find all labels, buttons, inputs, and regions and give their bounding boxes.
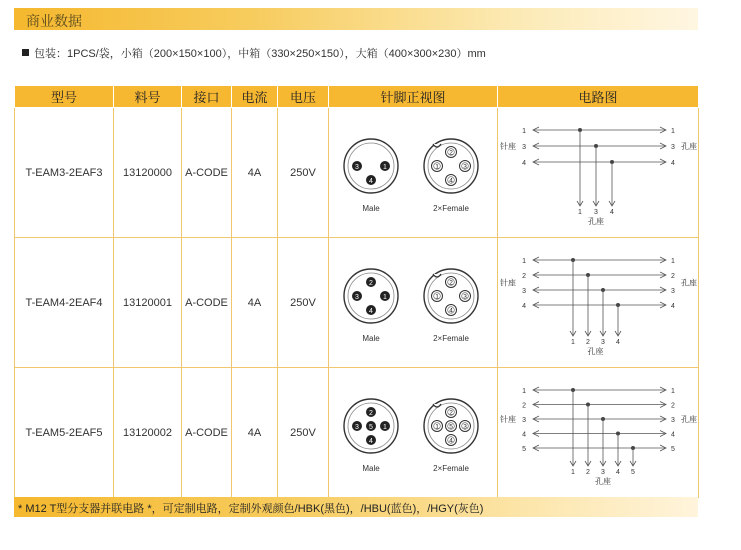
female-label: 2×Female: [433, 464, 469, 473]
male-pin-label: 3: [355, 164, 359, 171]
female-pin-label: 4: [449, 437, 453, 445]
female-pin-label: 3: [463, 293, 467, 301]
right-pin-label: 5: [671, 446, 675, 453]
female-label: 2×Female: [433, 204, 469, 213]
header-pin-view: 针脚正视图: [329, 86, 498, 108]
right-pin-label: 1: [671, 128, 675, 135]
female-pin-label: 4: [449, 177, 453, 185]
right-pin-label: 4: [671, 160, 675, 167]
left-pin-label: 5: [522, 446, 526, 453]
female-pin-label: 1: [435, 163, 439, 171]
male-pin-label: 5: [369, 424, 373, 431]
female-pin-label: 5: [449, 423, 453, 431]
right-pin-label: 2: [671, 402, 675, 410]
left-pin-label: 4: [522, 303, 526, 310]
spec-table: [14, 85, 699, 498]
female-key-notch: [433, 404, 441, 407]
male-label: Male: [362, 464, 380, 473]
right-pin-label: 3: [671, 417, 675, 424]
socket-side-label: 孔座: [681, 278, 697, 288]
header-interface: 接口: [182, 86, 232, 108]
male-pin-label: 3: [355, 424, 359, 431]
female-pin-label: 2: [449, 279, 453, 287]
bottom-pin-label: 3: [601, 469, 605, 476]
cell-pin-view: [329, 238, 498, 368]
packaging-text: 包装：1PCS/袋，小箱（200×150×100），中箱（330×250×150），大箱（400×300×230）mm: [34, 48, 486, 60]
right-pin-label: 3: [671, 288, 675, 295]
female-label: 2×Female: [433, 334, 469, 343]
table-row: [15, 368, 699, 498]
cell-circuit: [498, 368, 699, 498]
right-pin-label: 1: [671, 258, 675, 265]
header-model: 型号: [15, 86, 114, 108]
footer-note-bar: [14, 497, 698, 517]
male-pin-label: 1: [383, 294, 387, 301]
male-pin-label: 4: [369, 308, 373, 315]
bottom-pin-label: 5: [631, 469, 635, 476]
cell-model: T-EAM4-2EAF4: [15, 238, 114, 368]
cell-circuit: [498, 108, 699, 238]
female-pin-label: 2: [449, 149, 453, 157]
right-pin-label: 4: [671, 303, 675, 310]
left-pin-label: 3: [522, 417, 526, 424]
female-key-notch: [433, 274, 441, 277]
male-pin-label: 4: [369, 178, 373, 185]
left-pin-label: 2: [522, 402, 526, 410]
bottom-pin-label: 1: [571, 339, 575, 346]
socket-side-label: 孔座: [681, 415, 697, 424]
socket-side-label: 孔座: [681, 142, 697, 151]
pin-view-diagram: [329, 108, 498, 234]
left-pin-label: 1: [522, 388, 526, 395]
bottom-pin-label: 4: [616, 469, 620, 476]
pin-side-label: 针座: [500, 278, 516, 288]
table-row: [15, 108, 699, 238]
circuit-diagram: [498, 238, 699, 364]
left-pin-label: 3: [522, 144, 526, 151]
pin-view-diagram: [329, 238, 498, 364]
cell-voltage: 250V: [278, 368, 329, 498]
male-pin-label: 4: [369, 438, 373, 445]
bottom-pin-label: 4: [616, 339, 620, 346]
header-part: 料号: [114, 86, 182, 108]
section-header: [14, 8, 698, 30]
left-pin-label: 2: [522, 273, 526, 280]
left-pin-label: 1: [522, 128, 526, 135]
left-pin-label: 3: [522, 288, 526, 295]
footer-note: * M12 T型分支器并联电路 *，可定制电路，定制外观颜色/HBK(黑色)，/HBU(蓝色)，/HGY(灰色): [18, 503, 484, 515]
cell-circuit: [498, 238, 699, 368]
cell-pin-view: [329, 368, 498, 498]
female-pin-label: 1: [435, 293, 439, 301]
socket-bottom-label: 孔座: [595, 477, 611, 486]
bottom-pin-label: 2: [586, 339, 590, 346]
right-pin-label: 3: [671, 144, 675, 151]
male-pin-label: 3: [355, 294, 359, 301]
circuit-diagram: [498, 108, 699, 234]
bottom-pin-label: 3: [601, 339, 605, 346]
bottom-pin-label: 1: [571, 469, 575, 476]
male-pin-label: 2: [369, 410, 373, 417]
male-label: Male: [362, 334, 380, 343]
cell-pin-view: [329, 108, 498, 238]
cell-part: 13120002: [114, 368, 182, 498]
section-title: 商业数据: [26, 13, 82, 29]
cell-current: 4A: [232, 108, 278, 238]
pin-view-diagram: [329, 368, 498, 494]
bottom-pin-label: 1: [578, 209, 582, 216]
socket-bottom-label: 孔座: [587, 347, 604, 356]
left-pin-label: 4: [522, 431, 526, 439]
right-pin-label: 2: [671, 273, 675, 280]
female-pin-label: 1: [435, 423, 439, 431]
male-pin-label: 2: [369, 280, 373, 287]
cell-current: 4A: [232, 238, 278, 368]
pin-side-label: 针座: [500, 142, 516, 151]
table-header-row: [15, 86, 699, 108]
cell-voltage: 250V: [278, 238, 329, 368]
male-pin-label: 1: [383, 424, 387, 431]
cell-part: 13120000: [114, 108, 182, 238]
left-pin-label: 4: [522, 160, 526, 167]
cell-current: 4A: [232, 368, 278, 498]
female-pin-label: 3: [463, 423, 467, 431]
right-pin-label: 4: [671, 431, 675, 439]
bottom-pin-label: 4: [610, 209, 614, 216]
bottom-pin-label: 3: [594, 209, 598, 216]
female-key-notch: [433, 144, 441, 147]
cell-model: T-EAM3-2EAF3: [15, 108, 114, 238]
socket-bottom-label: 孔座: [588, 217, 604, 226]
male-pin-label: 1: [383, 164, 387, 171]
female-pin-label: 4: [449, 307, 453, 315]
left-pin-label: 1: [522, 258, 526, 265]
male-label: Male: [362, 204, 380, 213]
cell-interface: A-CODE: [182, 368, 232, 498]
female-pin-label: 3: [463, 163, 467, 171]
header-voltage: 电压: [278, 86, 329, 108]
packaging-info: [22, 45, 486, 61]
bottom-pin-label: 2: [586, 469, 590, 476]
table-row: [15, 238, 699, 368]
female-pin-label: 2: [449, 409, 453, 417]
cell-voltage: 250V: [278, 108, 329, 238]
header-circuit: 电路图: [498, 86, 699, 108]
right-pin-label: 1: [671, 388, 675, 395]
circuit-diagram: [498, 368, 699, 494]
cell-part: 13120001: [114, 238, 182, 368]
header-current: 电流: [232, 86, 278, 108]
bullet-square-icon: [22, 49, 29, 56]
pin-side-label: 针座: [500, 415, 516, 424]
cell-interface: A-CODE: [182, 238, 232, 368]
cell-interface: A-CODE: [182, 108, 232, 238]
cell-model: T-EAM5-2EAF5: [15, 368, 114, 498]
